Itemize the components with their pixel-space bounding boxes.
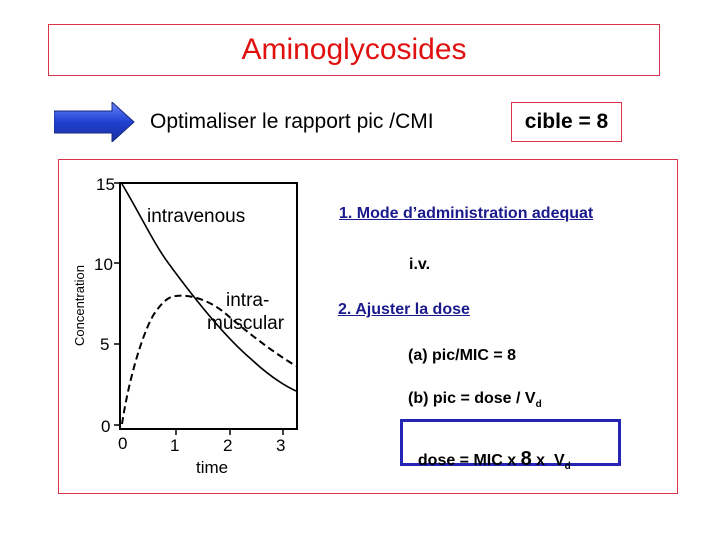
point-1-sub: i.v.	[409, 256, 431, 273]
y-tick-label: 15	[96, 175, 115, 194]
concentration-time-graph	[66, 166, 306, 486]
formula-prefix: dose = MIC x	[417, 452, 521, 469]
point-b-text: (b) pic = dose / V	[408, 390, 536, 407]
x-axis-label: time	[196, 458, 229, 477]
formula-subscript: d	[564, 461, 571, 473]
target-label: cible = 8	[524, 110, 609, 133]
point-2-text: 2. Ajuster la dose	[338, 301, 470, 318]
intravenous-label: intravenous	[147, 206, 246, 227]
page-title: Aminoglycosides	[241, 33, 467, 66]
intramuscular-label-line2: muscular	[207, 313, 285, 334]
point-b-subscript: d	[535, 399, 542, 411]
point-1-link[interactable]	[339, 205, 593, 223]
intramuscular-label-line1: intra-	[226, 290, 270, 311]
formula	[409, 430, 571, 472]
right-arrow-icon	[54, 102, 136, 142]
y-tick-label: 10	[94, 255, 113, 274]
formula-number: 8	[520, 448, 532, 470]
x-tick-label: 3	[276, 436, 286, 455]
y-tick-label: 0	[101, 417, 111, 436]
point-a: (a) pic/MIC = 8	[408, 347, 517, 364]
y-tick-label: 5	[100, 335, 110, 354]
subtitle: Optimaliser le rapport pic /CMI	[150, 110, 434, 133]
y-axis-label: Concentration	[72, 265, 87, 346]
point-b	[408, 390, 542, 410]
point-2-link[interactable]	[338, 301, 470, 319]
x-tick-label: 2	[223, 436, 233, 455]
x-tick-label: 1	[170, 436, 180, 455]
formula-mid: x V	[531, 452, 565, 469]
x-tick-label: 0	[118, 434, 128, 453]
point-1-text: 1. Mode d’administration adequat	[339, 205, 594, 222]
